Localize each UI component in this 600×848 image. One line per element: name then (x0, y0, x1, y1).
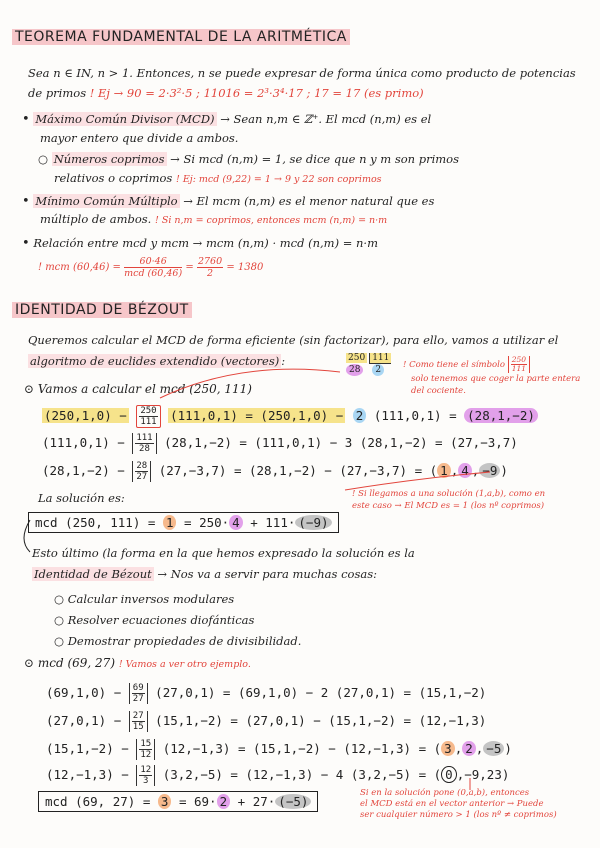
example-primes-note: ! Ej → 90 = 2·3²·5 ; 11016 = 2³·3⁴·17 ; 17 = 17 (es primo) (89, 86, 424, 100)
section-title-teorema: TEOREMA FUNDAMENTAL DE LA ARITMÉTICA (12, 29, 350, 45)
zero-solution-note: Si en la solución pone (0,a,b), entonces el MCD está en el vector anterior → Puede ser cualquier número > 1 (los nº ≠ coprimos) (360, 788, 557, 820)
euclid-row-2: (111,0,1) − $\frac{111}{28} (28,1,-2) = (111,0,1) - 3$ (28,1,−2) = (27,−3,7) (42, 433, 518, 454)
relacion-example: ! mcm (60,46) = $\frac{60\cdot 46}{\text{mcd (60,46)}}$ = $\frac{2760}{2} = 1380$ (38, 256, 264, 279)
coprime-example: ! Ej: mcd (9,22) = 1 → 9 y 22 son coprimos (175, 174, 382, 185)
euclid2-row-3: (15,1,−2) − $\frac{15}{12} (12,-1,3) = (15,1,-2) - (12,-1,3)$ = ( 3 , 2 , −5 ) (46, 739, 512, 760)
section-title-bezout: IDENTIDAD DE BÉZOUT (12, 302, 192, 318)
intro-line-2: de primos ! Ej → 90 = 2·3²·5 ; 11016 = 2³·3⁴·17 ; 17 = 17 (es primo) (28, 86, 424, 100)
bullet-mcm: • Mínimo Común Múltiplo → El mcm (n,m) es el menor natural que es (22, 194, 435, 209)
example-1-heading: ⊙ Vamos a calcular el mcd (250, 111) (24, 382, 252, 396)
term-coprimos: Números coprimos (53, 152, 165, 166)
use-item: ○ Resolver ecuaciones diofánticas (54, 613, 255, 627)
euclid2-row-1: (69,1,0) − $\frac{69}{27} (27,0,1) = (69,1,0) - 2$ (27,0,1) = (15,1,−2) (46, 683, 487, 704)
term-mcm: Mínimo Común Múltiplo (35, 194, 178, 208)
bezout-explanation-2: Identidad de Bézout → Nos va a servir para muchas cosas: (34, 567, 377, 581)
intro-line-1: Sea n ∈ IN, n > 1. Entonces, n se puede expresar de forma única como producto de potencias (28, 66, 576, 80)
euclid-row-3: (28,1,−2) − $\frac{28}{27} (27,-3,7) = (28,1,-2) - (27,-3,7)$ = ( 1 , 4 , −9 ) (42, 461, 508, 482)
solution-label: La solución es: (38, 491, 125, 505)
euclid2-row-2: (27,0,1) − $\frac{27}{15} (15,1,-2) = (27,0,1) - (15,1,-2) = (12,-1,3)$ (46, 711, 487, 732)
mcm-def-2: múltiplo de ambos. ! Si n,m = coprimos, entonces mcm (n,m) = n·m (40, 212, 388, 226)
term-mcd: Máximo Común Divisor (MCD) (35, 112, 215, 126)
bullet-mcd: • Máximo Común Divisor (MCD) → Sean n,m ∈ ℤ⁺. El mcd (n,m) es el (22, 112, 432, 127)
term-relacion: Relación entre mcd y mcm (33, 236, 189, 250)
use-item: ○ Calcular inversos modulares (54, 592, 235, 606)
mcm-note: ! Si n,m = coprimos, entonces mcm (n,m) = n·m (155, 215, 388, 226)
arrow-to-division-note (160, 369, 340, 398)
arrow-to-solution-note (345, 472, 490, 490)
bezout-explanation-1: Esto último (la forma en la que hemos expresado la solución es la (32, 546, 415, 560)
euclid2-row-4: (12,−1,3) − $\frac{12}{3} (3,2,-5) = (12,-1,3) - 4$ (3,2,−5) = ( 0 ,−9,23) (46, 765, 510, 786)
sub-bullet-coprimos: ○ Números coprimos → Si mcd (n,m) = 1, se dice que n y m son primos (38, 152, 459, 166)
solution-note: ! Si llegamos a una solución (1,a,b), como en este caso → El MCD es = 1 (los nº coprimos) (352, 489, 546, 511)
bullet-relacion: • Relación entre mcd y mcm → mcm (n,m) · mcd (n,m) = n·m (22, 236, 378, 251)
bezout-intro-1: Queremos calcular el MCD de forma eficiente (sin factorizar), para ello, vamos a utilizar el (28, 333, 559, 347)
coprime-def-2: relativos o coprimos ! Ej: mcd (9,22) = 1 → 9 y 22 son coprimos (54, 171, 382, 185)
arrow-to-bezout (24, 520, 30, 552)
euclid-row-1: (250,1,0) − $\frac{250}{111} (111,0,1) = (250,1,0) - 2$ (111,0,1) = (28,1,−2) (42, 405, 538, 428)
solution-box-1: mcd (250, 111) = 1 = 250· 4 + 111· (−9) (28, 512, 339, 533)
example-2-heading: ⊙ mcd (69, 27) ! Vamos a ver otro ejemplo. (24, 656, 251, 670)
division-diagram: 250 111 28 2 (348, 353, 390, 375)
term-euclides: algoritmo de euclides extendido (vectores) (30, 354, 280, 368)
use-item: ○ Demostrar propiedades de divisibilidad. (54, 634, 302, 648)
bezout-intro-2: algoritmo de euclides extendido (vectores) : (30, 354, 286, 368)
integer-part-note: ! Como tiene el símbolo $\frac{250}{111}$ solo tenemos que coger la parte entera del cociente. (403, 355, 581, 396)
solution-box-2: mcd (69, 27) = 3 = 69· 2 + 27· (−5) (38, 791, 318, 812)
term-identidad-bezout: Identidad de Bézout (34, 567, 152, 581)
mcd-def-2: mayor entero que divide a ambos. (40, 131, 239, 145)
